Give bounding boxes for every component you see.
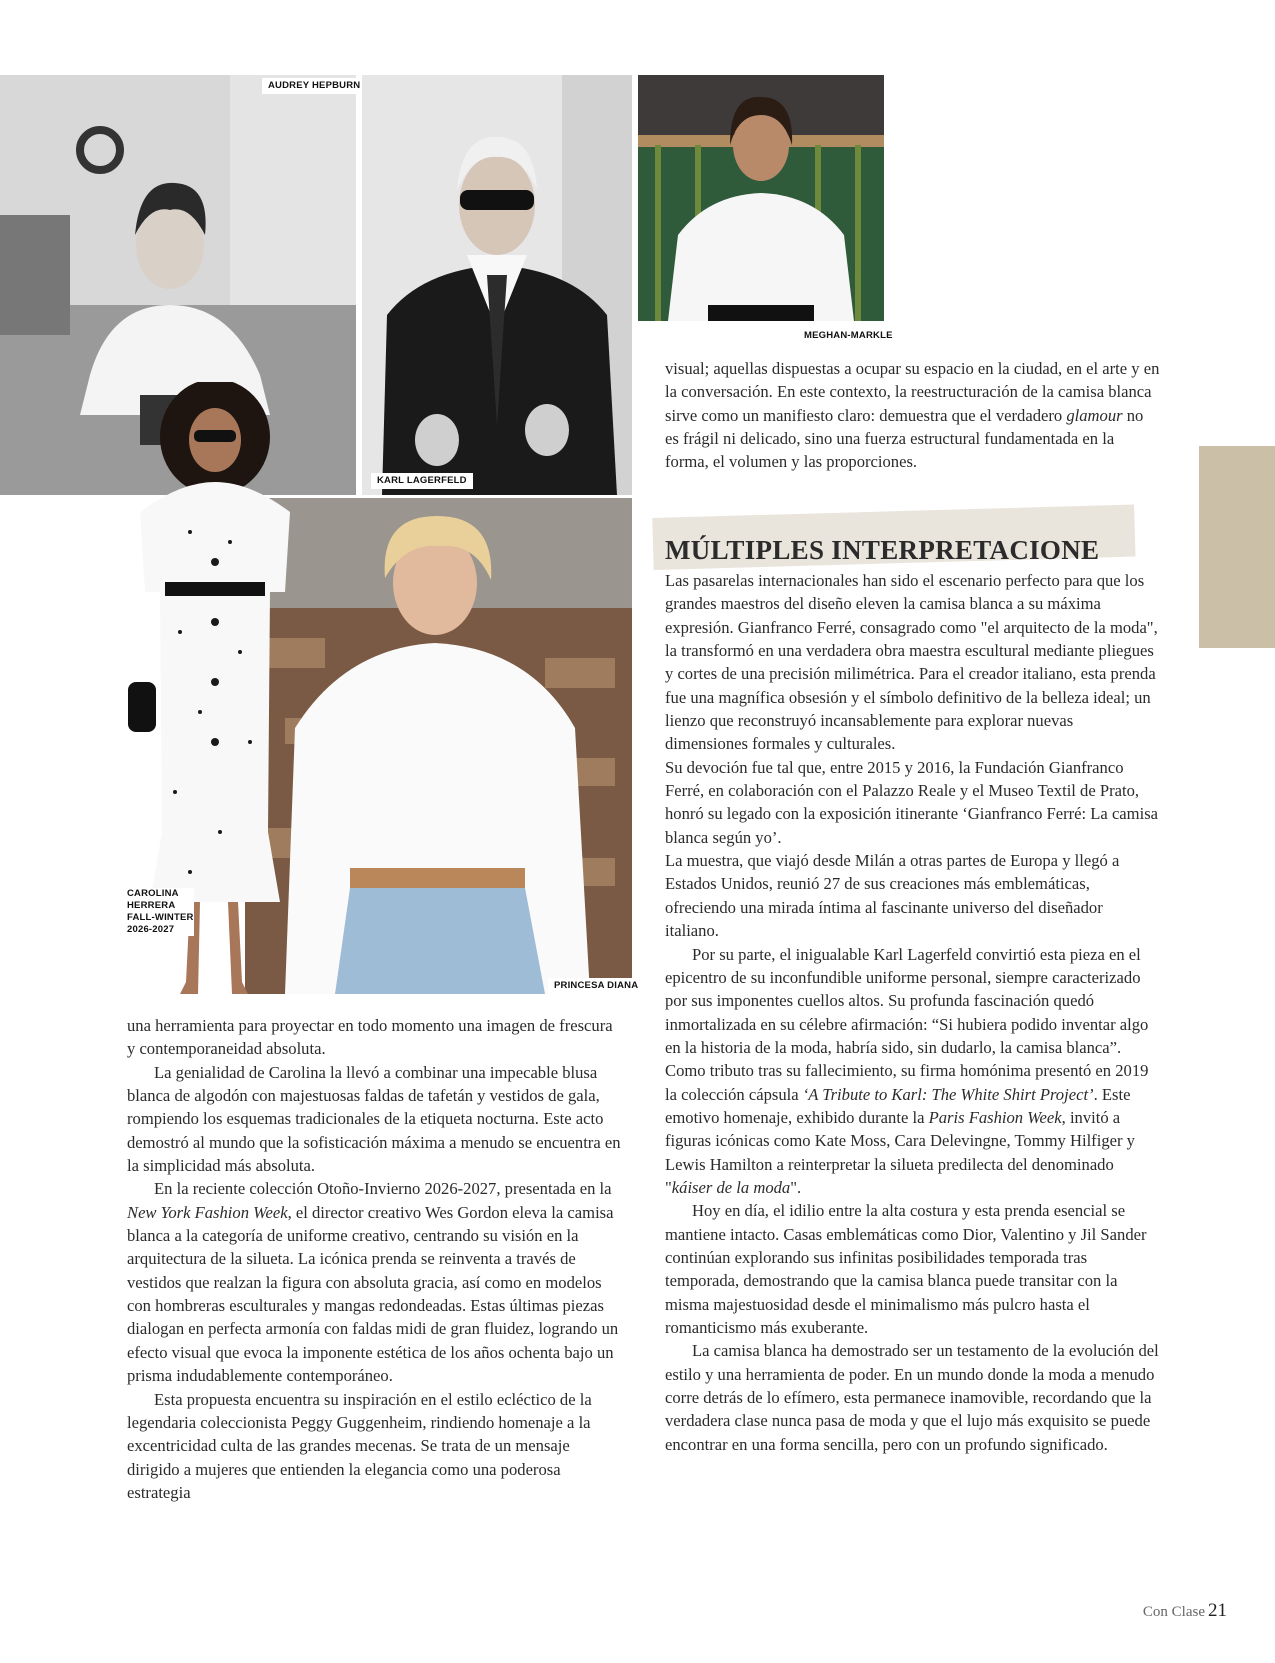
page-folio xyxy=(1143,1600,1227,1622)
page-number: 21 xyxy=(1208,1600,1227,1621)
photo-meghan-markle xyxy=(638,75,884,321)
right-paragraph-5: Hoy en día, el idilio entre la alta costura y esta prenda esencial se mantiene intacto. Casas emblemáticas como Dior, Valentino y Jil Sander continúan explorando sus infinitas posibilidades temporada tras temporada, demostrando que la camisa blanca puede transitar con la misma majestuosidad desde el minimalismo más pulcro hasta el romanticismo más exuberante. xyxy=(665,1201,1147,1337)
caption-princesa-diana: PRINCESA DIANA xyxy=(548,978,644,994)
right-paragraph-1: Las pasarelas internacionales han sido el escenario perfecto para que los grandes maestros del diseño eleven la camisa blanca a su máxima expresión. Gianfranco Ferré, consagrado como "el arquitecto de la moda", la transformó en una verdadera obra maestra escultural mediante pliegues y cortes de una precisión milimétrica. Para el creador italiano, esta prenda fue una magnífica obsesión y el símbolo definitivo de la belleza ideal; un lienzo que reconstruyó incansablemente para explorar nuevas dimensiones formales y culturales. xyxy=(665,571,1158,754)
right-column xyxy=(665,569,1160,1456)
left-paragraph-1: una herramienta para proyectar en todo momento una imagen de frescura y contemporaneidad absoluta. xyxy=(127,1016,613,1059)
right-top-text: visual; aquellas dispuestas a ocupar su espacio en la ciudad, en el arte y en la conversación. En este contexto, la reestructuración de la camisa blanca sirve como un manifiesto claro: demuestra que el verdadero glamour no es frágil ni delicado, sino una fuerza estructural fundamentada en la forma, el volumen y las proporciones. xyxy=(665,359,1160,472)
caption-audrey-hepburn: AUDREY HEPBURN xyxy=(262,78,366,94)
left-column xyxy=(127,1014,624,1504)
side-tab xyxy=(1199,446,1275,648)
left-paragraph-2: La genialidad de Carolina la llevó a combinar una impecable blusa blanca de algodón con majestuosas faldas de tafetán y vestidos de gala, rompiendo los esquemas tradicionales de la etiqueta nocturna. Este acto demostró al mundo que la sofisticación máxima a menudo se encuentra en la simplicidad más absoluta. xyxy=(127,1062,621,1176)
right-paragraph-6: La camisa blanca ha demostrado ser un testamento de la evolución del estilo y una herramienta de poder. En un mundo donde la moda a menudo corre detrás de lo efímero, esta permanece inamovible, recordando que la verdadera clase nunca pasa de moda y que el lujo más exquisito se puede encontrar en una forma sencilla, pero con un profundo significado. xyxy=(665,1341,1159,1454)
section-heading: MÚLTIPLES INTERPRETACIONE xyxy=(665,535,1100,565)
photo-karl-lagerfeld xyxy=(362,75,632,495)
caption-carolina-herrera: CAROLINA HERRERA FALL-WINTER 2026-2027 xyxy=(127,888,194,935)
right-paragraph-2: Su devoción fue tal que, entre 2015 y 2016, la Fundación Gianfranco Ferré, en colaboración con el Palazzo Reale y el Museo Textil de Prato, honró su legado con la exposición itinerante ‘Gianfranco Ferré: La camisa blanca según yo’. xyxy=(665,757,1159,847)
left-paragraph-4: Esta propuesta encuentra su inspiración en el estilo ecléctico de la legendaria coleccionista Peggy Guggenheim, rindiendo homenaje a la excentricidad culta de las grandes mecenas. Se trata de un mensaje dirigido a mujeres que entienden la elegancia como una poderosa estrategia xyxy=(127,1389,592,1502)
left-paragraph-3: En la reciente colección Otoño-Invierno 2026-2027, presentada en la New York Fashion Week, el director creativo Wes Gordon eleva la camisa blanca a la categoría de uniforme creativo, centrando su visión en la arquitectura de la silueta. La icónica prenda se reinventa a través de vestidos que realzan la figura con absoluta gracia, así como en modelos con hombreras esculturales y mangas redondeadas. Estas últimas piezas dialogan en perfecta armonía con faldas midi de gran fluidez, logrando un efecto visual que evoca la imponente estética de los años ochenta bajo un prisma indudablemente contemporáneo. xyxy=(127,1179,619,1386)
right-paragraph-3: La muestra, que viajó desde Milán a otras partes de Europa y llegó a Estados Unidos, reunió 27 de sus creaciones más emblemáticas, ofreciendo una mirada íntima al fascinante universo del diseñador italiano. xyxy=(665,851,1120,941)
right-paragraph-4: Por su parte, el inigualable Karl Lagerfeld convirtió esta pieza en el epicentro de su inconfundible uniforme personal, siempre caracterizado por sus imponentes cuellos altos. Su profunda fascinación quedó inmortalizada en su célebre afirmación: “Si hubiera podido inventar algo en la historia de la moda, habría sido, sin dudarlo, la camisa blanca”. Como tributo tras su fallecimiento, su firma homónima presentó en 2019 la colección cápsula ‘A Tribute to Karl: The White Shirt Project’. Este emotivo homenaje, exhibido durante la Paris Fashion Week, invitó a figuras icónicas como Kate Moss, Cara Delevingne, Tommy Hilfiger y Lewis Hamilton a reinterpretar la silueta predilecta del denominado "káiser de la moda". xyxy=(665,944,1149,1197)
caption-meghan-markle: MEGHAN-MARKLE xyxy=(798,328,899,344)
caption-karl-lagerfeld: KARL LAGERFELD xyxy=(371,473,473,489)
magazine-name: Con Clase xyxy=(1142,1604,1205,1620)
